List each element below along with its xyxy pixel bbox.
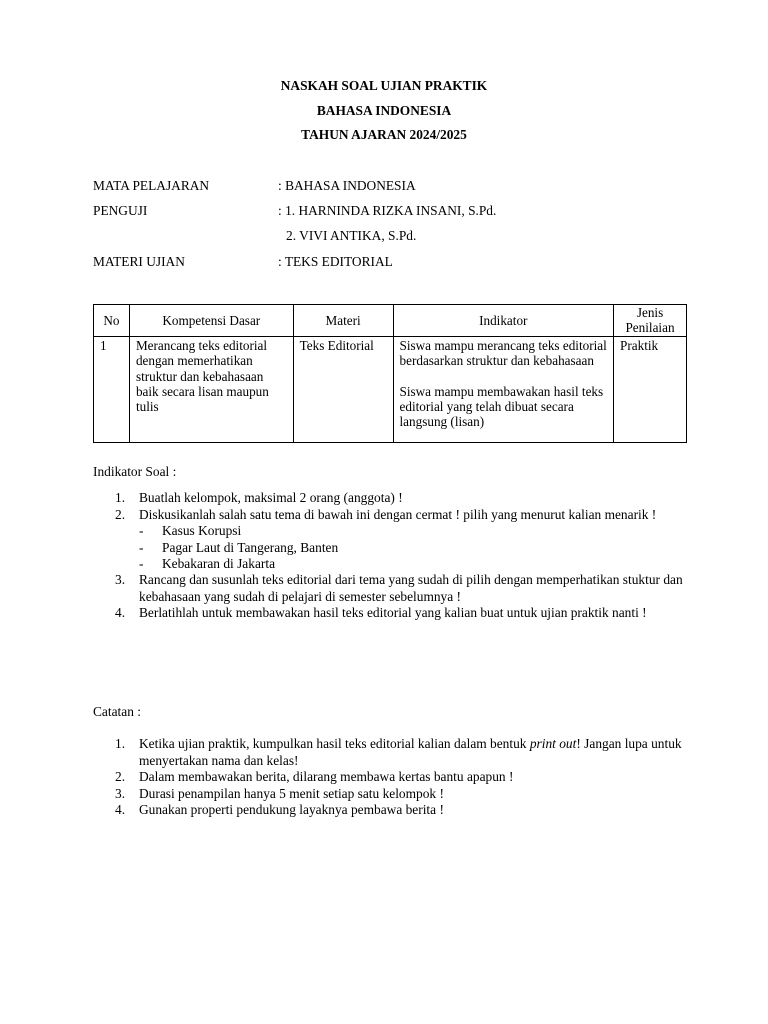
indikator-soal-list [93,490,693,621]
list-number: 2. [115,769,126,785]
th-no: No [94,305,130,337]
list-item [93,605,693,621]
list-number: 2. [115,506,126,522]
list-number: 3. [115,572,126,588]
list-number: 4. [115,802,126,818]
list-text: Buatlah kelompok, maksimal 2 orang (anggota) ! [139,490,403,506]
dash-bullet: - [139,523,144,539]
table-header-row [94,305,687,337]
meta-value: 2. VIVI ANTIKA, S.Pd. [286,228,417,243]
list-number: 1. [115,736,126,752]
meta-row-penguji [93,203,693,223]
list-text: Rancang dan susunlah teks editorial dari tema yang sudah di pilih dengan memperhatikan stuktur dan kebahasaan yang sudah di pelajari di semester sebelumnya ! [139,572,683,604]
doc-title-line-2: BAHASA INDONESIA [316,103,452,118]
meta-row-penguji-2 [93,228,693,248]
doc-title-line-3: TAHUN AJARAN 2024/2025 [301,127,467,142]
th-jenis: Jenis Penilaian [614,305,687,337]
list-item [93,490,693,506]
meta-row-mapel [93,178,693,198]
cell-kompetensi: Merancang teks editorial dengan memerhatikan struktur dan kebahasaan baik secara lisan maupun tulis [129,336,293,442]
meta-value: : TEKS EDITORIAL [278,254,393,269]
competency-table [93,304,687,443]
list-item [93,802,693,818]
list-text: Durasi penampilan hanya 5 menit setiap satu kelompok ! [139,785,444,801]
table-row [94,336,687,442]
theme-text: Kasus Korupsi [162,523,242,539]
theme-list [139,523,693,572]
doc-title-line-1: NASKAH SOAL UJIAN PRAKTIK [280,78,488,93]
list-item [93,786,693,802]
meta-label: MATA PELAJARAN [93,178,210,193]
th-indikator: Indikator [393,305,614,337]
section-heading: Indikator Soal : [93,464,177,479]
meta-value: : 1. HARNINDA RIZKA INSANI, S.Pd. [278,203,497,218]
catatan-list [93,736,693,818]
list-text: ! Jangan lupa untuk menyertakan nama dan kelas! [139,736,682,768]
cell-jenis: Praktik [614,336,687,442]
list-number: 4. [115,605,126,621]
list-text: Ketika ujian praktik, kumpulkan hasil teks editorial kalian dalam bentuk [139,736,530,752]
list-text: Gunakan properti pendukung layaknya pembawa berita ! [139,802,444,818]
indikator-text-1: Siswa mampu merancang teks editorial berdasarkan struktur dan kebahasaan [399,337,607,369]
th-materi: Materi [293,305,393,337]
list-text: Berlatihlah untuk membawakan hasil teks editorial yang kalian buat untuk ujian praktik nanti ! [139,605,647,621]
theme-text: Kebakaran di Jakarta [162,556,276,572]
theme-item [139,523,693,539]
meta-label: PENGUJI [93,203,148,218]
list-item [93,572,693,605]
cell-indikator [393,336,614,442]
cell-no: 1 [94,336,130,442]
dash-bullet: - [139,539,144,555]
indikator-text-2: Siswa mampu membawakan hasil teks editorial yang telah dibuat secara langsung (lisan) [399,383,604,430]
list-number: 3. [115,785,126,801]
list-text: Diskusikanlah salah satu tema di bawah ini dengan cermat ! pilih yang menurut kalian menarik ! [139,506,657,522]
theme-item [139,540,693,556]
indikator-soal-section [93,464,693,622]
list-item [93,769,693,785]
theme-text: Pagar Laut di Tangerang, Banten [162,539,339,555]
meta-row-materi [93,254,693,274]
catatan-section [93,704,693,818]
list-number: 1. [115,490,126,506]
theme-item [139,556,693,572]
section-heading: Catatan : [93,704,141,719]
dash-bullet: - [139,556,144,572]
list-text: Dalam membawakan berita, dilarang membawa kertas bantu apapun ! [139,769,514,785]
list-text-emphasis: print out [529,736,577,752]
list-item [93,736,693,769]
meta-label: MATERI UJIAN [93,254,185,269]
meta-value: : BAHASA INDONESIA [278,178,416,193]
th-kompetensi: Kompetensi Dasar [129,305,293,337]
list-item [93,507,693,573]
cell-materi: Teks Editorial [293,336,393,442]
